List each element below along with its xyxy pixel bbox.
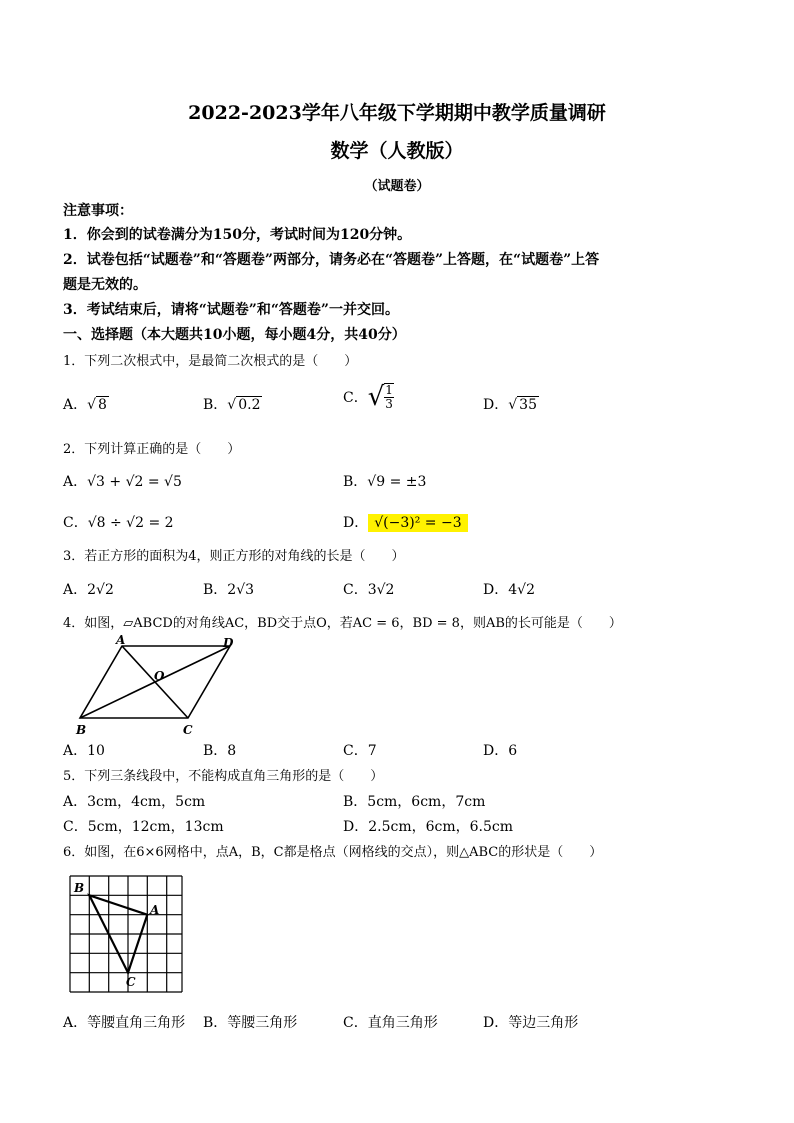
q4-stem: 4．如图，▱ABCD的对角线AC，BD交于点O，若AC = 6，BD = 8，则AB的长可能是（ ） xyxy=(63,616,622,631)
q6-option-d: D．等边三角形 xyxy=(483,1015,579,1031)
q2-c-label: C． xyxy=(63,515,88,531)
q3-d-expr: 4√2 xyxy=(508,582,535,598)
q5-option-d: D．2.5cm，6cm，6.5cm xyxy=(343,819,514,835)
q1-b-radicand: 0.2 xyxy=(238,397,261,413)
q1-d-label: D． xyxy=(483,397,509,413)
q2-stem: 2．下列计算正确的是（ ） xyxy=(63,442,241,457)
q1-c-numerator: 1 xyxy=(385,383,393,397)
exam-title: 2022-2023学年八年级下学期期中教学质量调研 xyxy=(188,102,606,124)
q3-b-label: B． xyxy=(203,582,228,598)
label-b: B xyxy=(76,723,87,737)
paper-type: （试题卷） xyxy=(364,179,430,194)
q4-option-b: B．8 xyxy=(203,743,237,759)
q3-option-b xyxy=(203,579,254,599)
q5-option-b: B．5cm，6cm，7cm xyxy=(343,794,486,810)
q3-option-a xyxy=(63,579,114,599)
q4-option-a: A．10 xyxy=(63,743,105,759)
q2-option-b xyxy=(343,471,426,491)
q4-option-c: C．7 xyxy=(343,743,377,759)
notice-item-3: 3．考试结束后，请将“试题卷”和“答题卷”一并交回。 xyxy=(63,302,399,318)
q1-c-label: C． xyxy=(343,390,368,406)
q2-a-expr: √3 + √2 = √5 xyxy=(87,474,182,490)
label-d: D xyxy=(223,636,234,650)
notice-item-2-line1: 2．试卷包括“试题卷”和“答题卷”两部分，请务必在“答题卷”上答题，在“试题卷”上答 xyxy=(63,252,600,268)
label-c: C xyxy=(183,723,193,737)
label-a: A xyxy=(116,634,126,647)
grid-label-c: C xyxy=(126,975,136,989)
q2-option-c xyxy=(63,512,174,532)
q5-option-c: C．5cm，12cm，13cm xyxy=(63,819,224,835)
q3-b-expr: 2√3 xyxy=(227,582,255,598)
q3-option-c xyxy=(343,579,394,599)
q4-option-d: D．6 xyxy=(483,743,518,759)
q2-d-expr-highlighted: √(−3)² = −3 xyxy=(368,514,467,532)
notice-item-2-line2: 题是无效的。 xyxy=(63,277,147,293)
q3-c-expr: 3√2 xyxy=(367,582,395,598)
q2-option-d xyxy=(343,512,468,532)
exam-subtitle: 数学（人教版） xyxy=(330,140,464,162)
q1-a-label: A． xyxy=(63,397,88,413)
q3-d-label: D． xyxy=(483,582,509,598)
q5-option-a: A．3cm，4cm，5cm xyxy=(63,794,206,810)
q1-option-d: D．√ 35 xyxy=(483,397,537,413)
notice-item-1: 1．你会到的试卷满分为150分，考试时间为120分钟。 xyxy=(63,227,412,243)
section-1-heading: 一、选择题（本大题共10小题，每小题4分，共40分） xyxy=(63,327,406,343)
q2-option-a xyxy=(63,471,182,491)
q3-stem: 3．若正方形的面积为4，则正方形的对角线的长是（ ） xyxy=(63,549,405,564)
q2-b-expr: √9 = ±3 xyxy=(367,474,427,490)
q5-stem: 5．下列三条线段中，不能构成直角三角形的是（ ） xyxy=(63,769,384,784)
q3-c-label: C． xyxy=(343,582,368,598)
q3-a-label: A． xyxy=(63,582,88,598)
q2-d-label: D． xyxy=(343,515,369,531)
q1-stem: 1．下列二次根式中，是最简二次根式的是（ ） xyxy=(63,354,358,369)
label-o: O xyxy=(154,669,165,683)
q1-option-a: A．√ 8 xyxy=(63,397,107,413)
notice-heading: 注意事项： xyxy=(63,203,133,219)
q2-c-expr: √8 ÷ √2 = 2 xyxy=(87,515,174,531)
q1-a-radicand: 8 xyxy=(98,397,107,413)
parallelogram-figure xyxy=(70,634,245,738)
grid-figure xyxy=(66,872,186,998)
grid-label-b: B xyxy=(74,881,85,895)
q6-option-a: A．等腰直角三角形 xyxy=(63,1015,186,1031)
grid-label-a: A xyxy=(150,903,160,917)
q6-stem: 6．如图，在6×6网格中，点A，B，C都是格点（网格线的交点），则△ABC的形状是（ ） xyxy=(63,845,603,860)
q1-c-denominator: 3 xyxy=(385,397,393,411)
q2-a-label: A． xyxy=(63,474,88,490)
q3-a-expr: 2√2 xyxy=(87,582,114,598)
q3-option-d xyxy=(483,579,535,599)
q1-b-label: B． xyxy=(203,397,228,413)
q1-option-b: B．√ 0.2 xyxy=(203,397,261,413)
q6-option-c: C．直角三角形 xyxy=(343,1015,438,1031)
q1-option-c: C．√ $\frac{1}{3}$ xyxy=(343,382,393,412)
q2-b-label: B． xyxy=(343,474,368,490)
q1-d-radicand: 35 xyxy=(519,397,537,413)
q6-option-b: B．等腰三角形 xyxy=(203,1015,298,1031)
